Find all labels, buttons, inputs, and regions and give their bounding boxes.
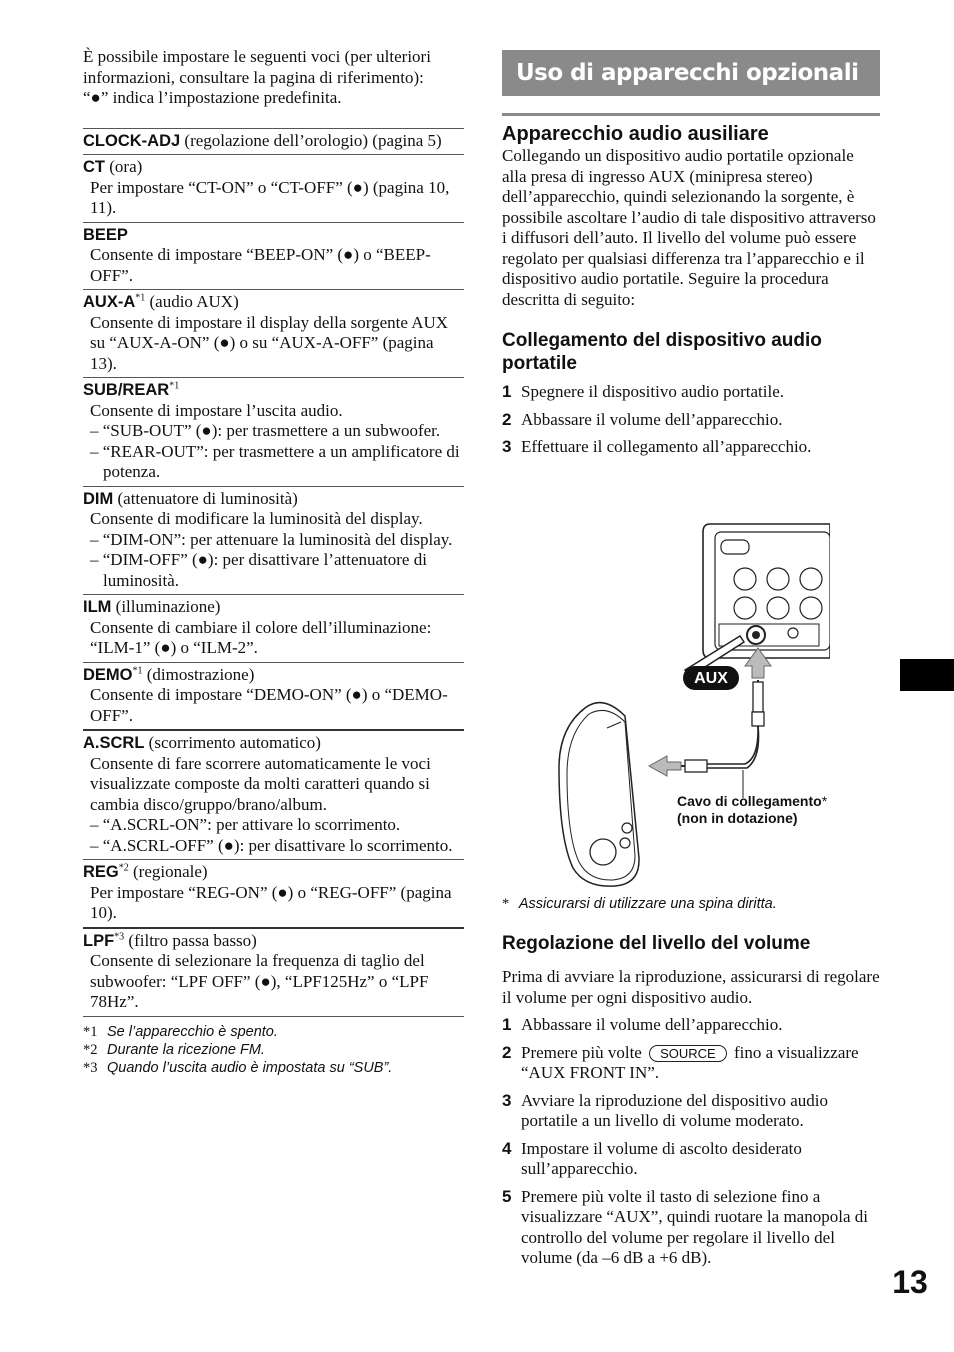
setting-footnote-ref: *2 [118,862,129,874]
setting-header [83,225,464,246]
step [502,1139,880,1180]
setting-key: SUB/REAR [83,381,170,399]
section-banner: Uso di apparecchi opzionali [502,50,880,96]
footnote-text: Quando l’uscita audio è impostata su “SUB”. [107,1059,393,1076]
setting-paren: (audio AUX) [145,292,239,311]
setting-footnote-ref: *1 [135,292,146,304]
setting-description: Consente di cambiare il colore dell’illuminazione: “ILM-1” (●) o “ILM-2”. [90,617,432,657]
section-heading: Apparecchio audio ausiliare [502,123,769,145]
step-number: 2 [502,1042,512,1062]
step-text: Effettuare il collegamento all’apparecchio. [521,437,812,456]
setting-key: AUX-A [83,293,136,311]
volume-section [502,932,880,1269]
setting-header [83,380,464,401]
diagram-footnote-text: Assicurarsi di utilizzare una spina diritta. [518,896,777,912]
step [502,437,880,458]
step-text: Avviare la riproduzione del dispositivo audio portatile a un livello di volume moderato. [521,1090,829,1130]
setting-paren: (regolazione dell’orologio) (pagina 5) [180,130,442,150]
step-number: 5 [502,1186,512,1206]
step-number: 2 [502,409,512,429]
setting-footnote-ref: *1 [169,380,180,392]
volume-steps [502,1015,880,1269]
step [502,1091,880,1132]
setting-paren: (scorrimento automatico) [144,733,321,752]
cable-label: Cavo di collegamento [677,793,822,809]
setting-paren: (ora) [105,157,143,176]
setting-key: BEEP [83,225,128,244]
setting-item [83,929,464,1017]
setting-key: DEMO [83,665,133,684]
setting-header [83,733,464,754]
setting-header [83,131,464,152]
svg-text:Cavo di collegamento* [677,793,828,809]
step-text: Impostare il volume di ascolto desiderato sull’apparecchio. [521,1138,802,1178]
footnote-mark: *3 [83,1059,98,1076]
setting-key: REG [83,863,119,881]
step-text: Spegnere il dispositivo audio portatile. [521,382,784,401]
default-note: “●” indica l’impostazione predefinita. [83,88,342,107]
connect-steps [502,382,880,458]
setting-item [83,378,464,487]
footnote [83,1059,464,1077]
setting-paren: (filtro passa basso) [124,930,257,950]
aux-intro-paragraph: Collegando un dispositivo audio portatile opzionale alla presa di ingresso AUX (minipresa stereo) dell’apparecchio, quindi selezionando la sorgente, è possibile ascoltare l’audio di tale dispositivo attraverso i diffusori dell’auto. Il livello del volume può essere regolato per qualsiasi differenza tra l’apparecchio e il dispositivo audio portatile. Seguire la procedura descritta di seguito: [502,146,876,309]
page-number: 13 [892,1264,928,1300]
step-number: 3 [502,437,512,456]
setting-paren: (illuminazione) [111,597,221,616]
settings-list [83,128,464,1017]
footnote [83,1041,464,1059]
footnote-text: Durante la ricezione FM. [107,1041,265,1058]
footnote-mark: *2 [83,1041,98,1058]
step-text [521,1043,880,1084]
step [502,1043,880,1084]
aux-connection-diagram [545,518,845,890]
cable-sublabel: (non in dotazione) [677,810,798,826]
setting-item [83,223,464,291]
setting-key: LPF [83,931,115,950]
step-text-after: fino a visualizzare “AUX FRONT IN”. [521,1042,859,1082]
head-unit-illustration [703,522,845,662]
optional-devices-column [502,50,880,458]
portable-audio-device-illustration [559,703,639,887]
footnotes [83,1023,464,1077]
setting-option: – “A.SCRL-ON”: per attivare lo scorrimento. [90,815,401,834]
intro-text [83,47,464,109]
intro-line: È possibile impostare le seguenti voci (per ulteriori informazioni, consultare la pagina di riferimento): [83,47,431,87]
footnote-text: Se l’apparecchio è spento. [107,1023,278,1040]
aux-label: AUX [694,670,728,687]
step-number: 1 [502,382,512,401]
diagram-footnote-mark: * [502,896,510,912]
step-number: 1 [502,1015,512,1034]
setting-key: ILM [83,598,112,616]
banner-rule [502,113,880,116]
step [502,1015,880,1036]
step-number: 4 [502,1138,512,1158]
setting-header [83,862,464,883]
setting-description: Consente di impostare “DEMO-ON” (●) o “DEMO-OFF”. [90,685,448,725]
setting-footnote-ref: *1 [132,664,143,676]
step [502,1187,880,1269]
setting-item [83,860,464,929]
setting-option: – “DIM-OFF” (●): per disattivare l’attenuatore di luminosità. [90,550,427,590]
setting-item [83,129,464,156]
setting-description: Consente di modificare la luminosità del display. [90,509,423,528]
volume-intro: Prima di avviare la riproduzione, assicurarsi di regolare il volume per ogni dispositivo audio. [502,967,880,1007]
step-text-before: Premere più volte [521,1042,642,1062]
step [502,382,880,403]
setting-option: – “DIM-ON”: per attenuare la luminosità del display. [90,529,453,549]
setting-description: Consente di impostare “BEEP-ON” (●) o “BEEP-OFF”. [90,245,431,285]
footnote [83,1023,464,1041]
setting-key: A.SCRL [83,734,145,752]
setting-item [83,595,464,663]
volume-heading: Regolazione del livello del volume [502,933,811,954]
setting-item [83,487,464,596]
step-number: 3 [502,1090,512,1110]
setting-option: – “SUB-OUT” (●): per trasmettere a un subwoofer. [90,421,441,440]
connect-heading: Collegamento del dispositivo audio portatile [502,330,822,374]
setting-key: DIM [83,489,114,508]
footnote-mark: *1 [83,1023,98,1040]
setting-option: – “A.SCRL-OFF” (●): per disattivare lo scorrimento. [90,835,453,855]
setting-item [83,155,464,223]
setting-description: Per impostare “REG-ON” (●) o “REG-OFF” (pagina 10). [90,882,452,922]
source-button-glyph: SOURCE [649,1045,727,1062]
diagram-footnote [502,895,777,913]
setting-item [83,663,464,732]
setting-description: Consente di selezionare la frequenza di taglio del subwoofer: “LPF OFF” (●), “LPF125Hz” o “LPF 78Hz”. [90,951,429,1011]
connection-cable [673,680,764,798]
step-text: Abbassare il volume dell’apparecchio. [521,409,783,429]
setting-description: Consente di impostare l’uscita audio. [90,400,343,420]
setting-header [83,489,464,510]
step [502,410,880,431]
setting-footnote-ref: *3 [114,930,125,942]
setting-item [83,731,464,860]
setting-option: – “REAR-OUT”: per trasmettere a un amplificatore di potenza. [90,441,460,481]
insert-arrow-left-icon [649,756,681,776]
cable-label-star: * [821,793,828,809]
setting-key: CLOCK-ADJ [83,131,181,150]
setting-item [83,290,464,378]
setting-description: Per impostare “CT-ON” o “CT-OFF” (●) (pagina 10, 11). [90,177,450,217]
setting-description: Consente di impostare il display della sorgente AUX su “AUX-A-ON” (●) o su “AUX-A-OFF” (pagina 13). [90,312,449,373]
setting-header [83,597,464,618]
setting-header [83,665,464,686]
setting-header [83,931,464,952]
setting-key: CT [83,158,105,176]
setting-header [83,292,464,313]
step-text: Abbassare il volume dell’apparecchio. [521,1015,783,1034]
settings-column [83,47,464,1077]
setting-paren: (attenuatore di luminosità) [113,488,298,508]
section-thumb-tab [900,659,954,691]
step-text: Premere più volte il tasto di selezione fino a visualizzare “AUX”, quindi ruotare la manopola di controllo del volume per regolare il livello del volume (da –6 dB a +6 dB). [521,1186,868,1267]
setting-paren: (regionale) [128,862,208,881]
setting-paren: (dimostrazione) [142,664,255,684]
setting-header [83,157,464,178]
setting-description: Consente di fare scorrere automaticamente le voci visualizzate composte da molti caratteri quando si cambia disco/gruppo/brano/album. [90,753,431,814]
